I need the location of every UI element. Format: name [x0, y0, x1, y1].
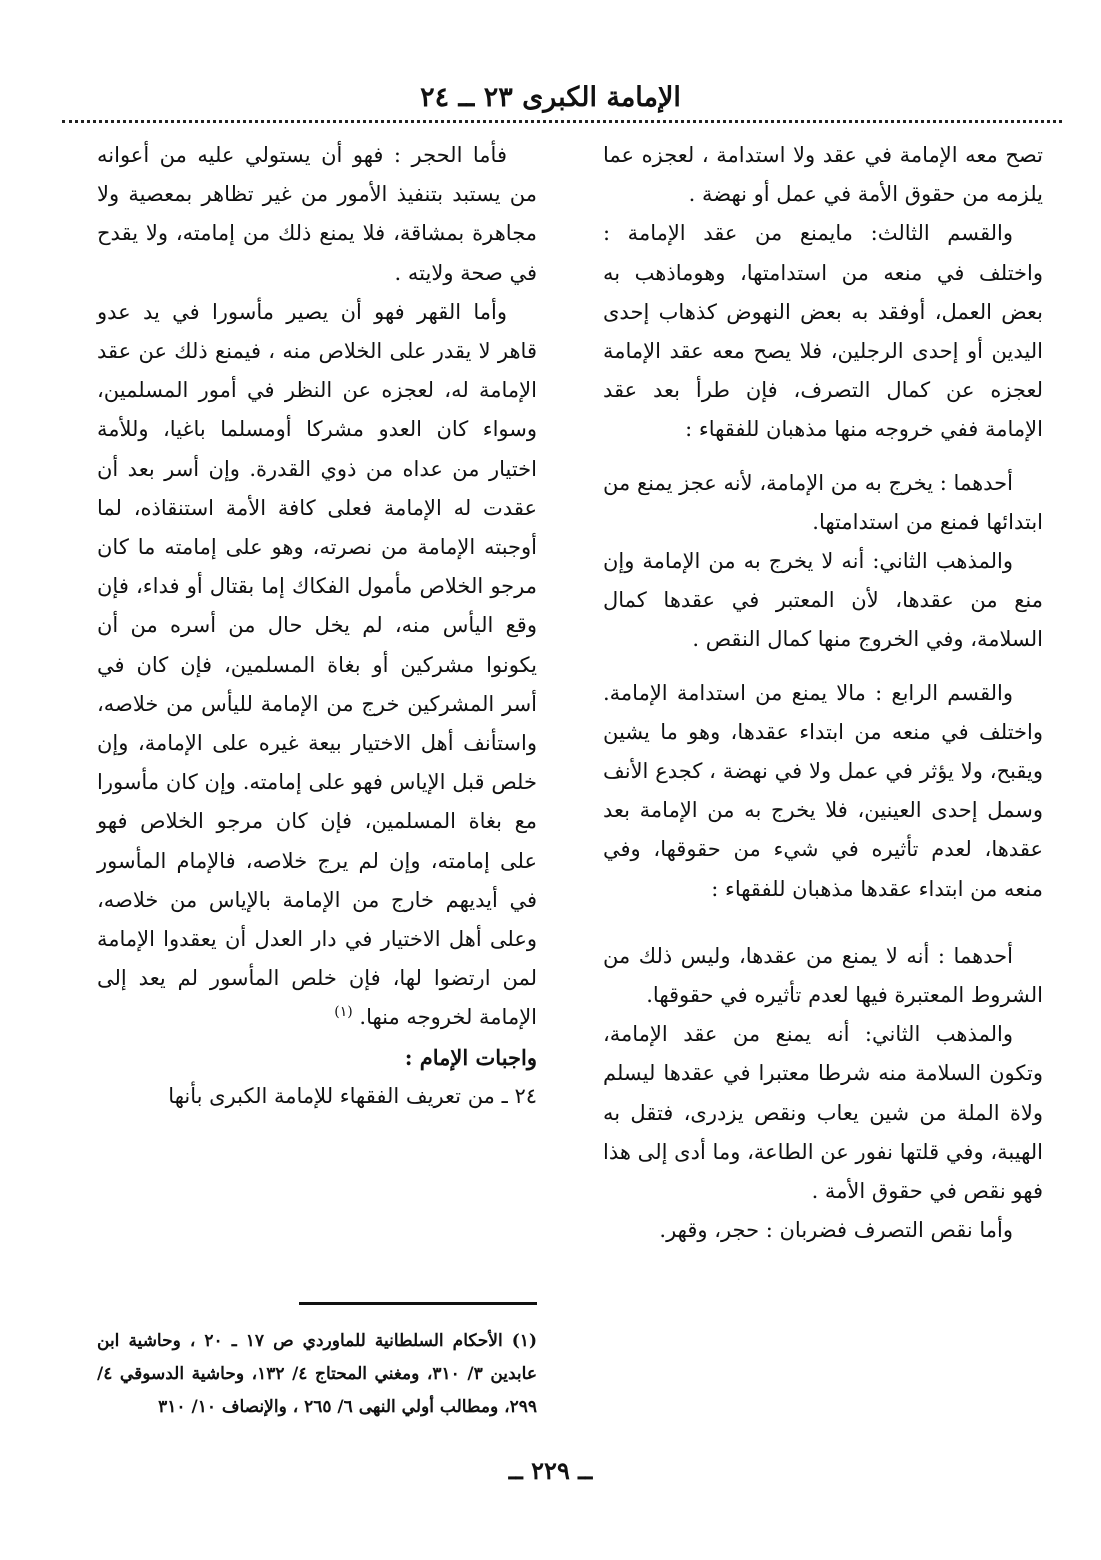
footnotes [97, 1325, 537, 1424]
footnote-marker: (١) [334, 1004, 353, 1021]
paragraph: تصح معه الإمامة في عقد ولا استدامة ، لعجزه عما يلزمه من حقوق الأمة في عمل أو نهضة . [603, 143, 1043, 207]
paragraph: والمذهب الثاني: أنه يمنع من عقد الإمامة، وتكون السلامة منه شرطا معتبرا في عقدها ليسلم ولاة الملة من شين يعاب ونقص يزدرى، فتقل به الهيبة، وفي قلتها نفور عن الطاعة، وما أدى إلى هذا فهو نقص في حقوق الأمة . [603, 1022, 1043, 1204]
right-column [603, 136, 1043, 1250]
paragraph: وأما نقص التصرف فضربان : حجر، وقهر. [659, 1218, 1013, 1243]
section-text: ٢٤ ـ من تعريف الفقهاء للإمامة الكبرى بأنها [168, 1083, 537, 1108]
paragraph: أحدهما : يخرج به من الإمامة، لأنه عجز يمنع من ابتدائها فمنع من استدامتها. [603, 470, 1043, 534]
section-heading: واجبات الإمام : [404, 1044, 537, 1070]
footnote: (١) الأحكام السلطانية للماوردي ص ١٧ ـ ٢٠ ، وحاشية ابن عابدين ٣/ ٣١٠، ومغني المحتاج ٤/ ١٣٢، وحاشية الدسوقي ٤/ ٢٩٩، ومطالب أولي النهى ٦/ ٢٦٥ ، والإنصاف ١٠/ ٣١٠ [97, 1331, 537, 1417]
paragraph: وأما القهر فهو أن يصير مأسورا في يد عدو قاهر لا يقدر على الخلاص منه ، فيمنع ذلك عن عقد الإمامة له، لعجزه عن النظر في أمور المسلمين، وسواء كان العدو مشركا أومسلما باغيا، وللأمة اختيار من عداه من ذوي القدرة. وإن أسر بعد أن عقدت له الإمامة فعلى كافة الأمة استنقاذه، لما أوجبته الإمامة من نصرته، وهو على إمامته ما كان مرجو الخلاص مأمول الفكاك إما بقتال أو فداء، فإن وقع اليأس منه، لم يخل حال من أسره من أن يكونوا مشركين أو بغاة المسلمين، فإن كان في أسر المشركين خرج من الإمامة لليأس من خلاصه، واستأنف أهل الاختيار بيعة غيره على الإمامة، وإن خلص قبل الإياس فهو على إمامته. وإن كان مأسورا مع بغاة المسلمين، فإن كان مرجو الخلاص فهو على إمامته، وإن لم يرج خلاصه، فالإمام المأسور في أيديهم خارج من الإمامة بالإياس من خلاصه، وعلى أهل الاختيار في دار العدل أن يعقدوا الإمامة لمن ارتضوا لها، فإن خلص المأسور لم يعد إلى الإمامة لخروجه منها. [97, 299, 537, 1030]
paragraph: والقسم الثالث: مايمنع من عقد الإمامة : واختلف في منعه من استدامتها، وهوماذهب به بعض العمل، أوفقد به بعض النهوض كذهاب إحدى اليدين أو إحدى الرجلين، فلا يصح معه عقد الإمامة لعجزه عن كمال التصرف، فإن طرأ بعد عقد الإمامة ففي خروجه منها مذهبان للفقهاء : [603, 221, 1043, 442]
footnote-separator [299, 1302, 537, 1305]
paragraph: أحدهما : أنه لا يمنع من عقدها، وليس ذلك من الشروط المعتبرة فيها لعدم تأثيره في حقوقها. [603, 943, 1043, 1008]
paragraph: والمذهب الثاني: أنه لا يخرج به من الإمامة وإن منع من عقدها، لأن المعتبر في عقدها كمال السلامة، وفي الخروج منها كمال النقص . [603, 549, 1043, 652]
running-header: الإمامة الكبرى ٢٣ ــ ٢٤ [420, 82, 681, 113]
paragraph: والقسم الرابع : مالا يمنع من استدامة الإمامة. واختلف في منعه من ابتداء عقدها، وهو ما يشين ويقبح، ولا يؤثر في عمل ولا في نهضة ، كجدع الأنف وسمل إحدى العينين، فلا يخرج به من الإمامة بعد عقدها، لعدم تأثيره في شيء من حقوقها، وفي منعه من ابتداء عقدها مذهبان للفقهاء : [603, 680, 1043, 901]
paragraph-with-note [97, 293, 537, 1038]
header-dotted-rule [62, 120, 1062, 123]
page-number: ــ ٢٢٩ ــ [508, 1456, 593, 1485]
left-column [97, 136, 537, 1116]
paragraph: فأما الحجر : فهو أن يستولي عليه من أعوانه من يستبد بتنفيذ الأمور من غير تظاهر بمعصية ولا مجاهرة بمشاقة، فلا يمنع ذلك من إمامته، ولا يقدح في صحة ولايته . [97, 143, 537, 285]
